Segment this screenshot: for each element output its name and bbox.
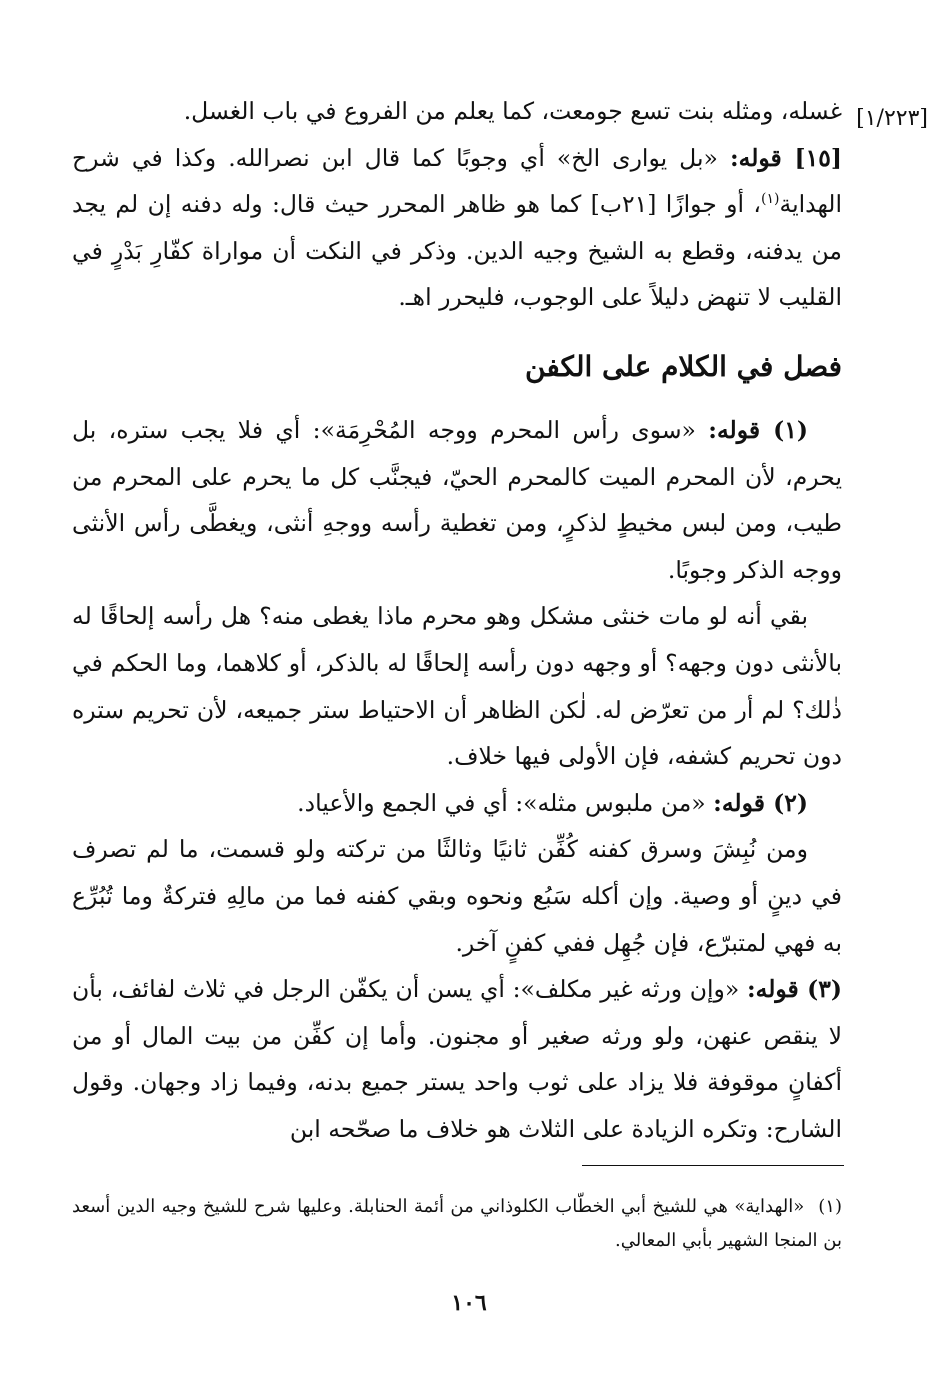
section-1-note [72,593,842,779]
footnote [72,1190,842,1258]
paragraph-15 [72,135,842,321]
section-text: «وإن ورثه غير مكلف»: أي يسن أن يكفّن الرجل في ثلاث لفائف، بأن لا ينقص عنهن، ولو ورثه صغير أو مجنون. وأما إن كفِّن من بيت المال أو من أكفانٍ موقوفة فلا يزاد على ثوب واحد يستر جميع بدنه، وفيما زاد وجهان. وقول الشارح: وتكره الزيادة على الثلاث هو خلاف ما صحّحه ابن [72,975,842,1143]
page-number: ١٠٦ [451,1290,487,1316]
paragraph-text-cont: ، أو جوازًا [٢١ب] كما هو ظاهر المحرر حيث قال: وله دفنه إن لم يجد [72,190,761,219]
section-3 [72,966,842,1152]
footnote-divider [582,1165,844,1166]
footnote-ref: (١) [761,191,780,208]
margin-reference: [١/٢٢٣] [856,106,928,131]
footnote-number: (١) [818,1196,842,1217]
paragraph-text: من يدفنه، وقطع به الشيخ وجيه الدين. وذكر في النكت أن مواراة كفّارِ بَدْرٍ في القليب لا تنهض دليلاً على الوجوب، فليحرر اهـ. [72,236,842,312]
section-marker: (٢) قوله: [713,788,808,817]
section-marker: (٣) قوله: [746,975,842,1004]
section-text: بقي أنه لو مات خنثى مشكل وهو محرم ماذا يغطى منه؟ هل رأسه إلحاقًا له بالأنثى دون وجهه؟ أو وجهه دون رأسه إلحاقًا له بالذكر، أو كلاهما، وما الحكم في ذٰلك؟ لم أر من تعرّض له. لٰكن الظاهر أن الاحتياط ستر جميعه، لأن تحريم ستره دون تحريم كشفه، فإن الأولى فيها خلاف. [72,602,843,771]
paragraph-marker: [١٥] قوله: [729,143,842,172]
section-text: «من ملبوس مثله»: أي في الجمع والأعياد. [297,788,714,817]
section-text: ومن نُبِشَ وسرق كفنه كُفِّن ثانيًا وثالثًا من تركته ولو قسمت، ما لم تصرف في دينٍ أو وصية. وإن أكله سَبُع ونحوه وبقي كفنه فما من مالِهِ فتركةٌ وما تُبُرِّع به فهي لمتبرّع، فإن جُهِل ففي كفنٍ آخر. [72,835,842,957]
main-text [72,88,842,1152]
paragraph-intro [72,88,842,135]
section-text: «سوى رأس المحرم ووجه المُحْرِمَة»: أي فلا يجب ستره، بل يحرم، لأن المحرم الميت كالمحرم الحيّ، فيجنَّب كل ما يحرم على المحرم من طيب، ومن لبس مخيطٍ لذكرٍ، ومن تغطية رأسه ووجهِ أنثى، ويغطَّى رأس الأنثى ووجه الذكر وجوبًا. [72,415,842,584]
section-marker: (١) قوله: [708,415,809,444]
section-1 [72,407,842,593]
section-heading: فصل في الكلام على الكفن [525,349,842,383]
section-2 [72,780,842,827]
footnote-text: «الهداية» هي للشيخ أبي الخطّاب الكلوذاني من أئمة الحنابلة. وعليها شرح للشيخ وجيه الدين أسعد بن المنجا الشهير بأبي المعالي. [72,1196,842,1251]
paragraph-text: «بل يوارى الخ» أي وجوبًا كما قال ابن نصرالله. وكذا في شرح الهداية [72,143,842,219]
paragraph-text: غسله، ومثله بنت تسع جومعت، كما يعلم من الفروع في باب الغسل. [183,97,842,125]
section-2-note [72,826,842,966]
